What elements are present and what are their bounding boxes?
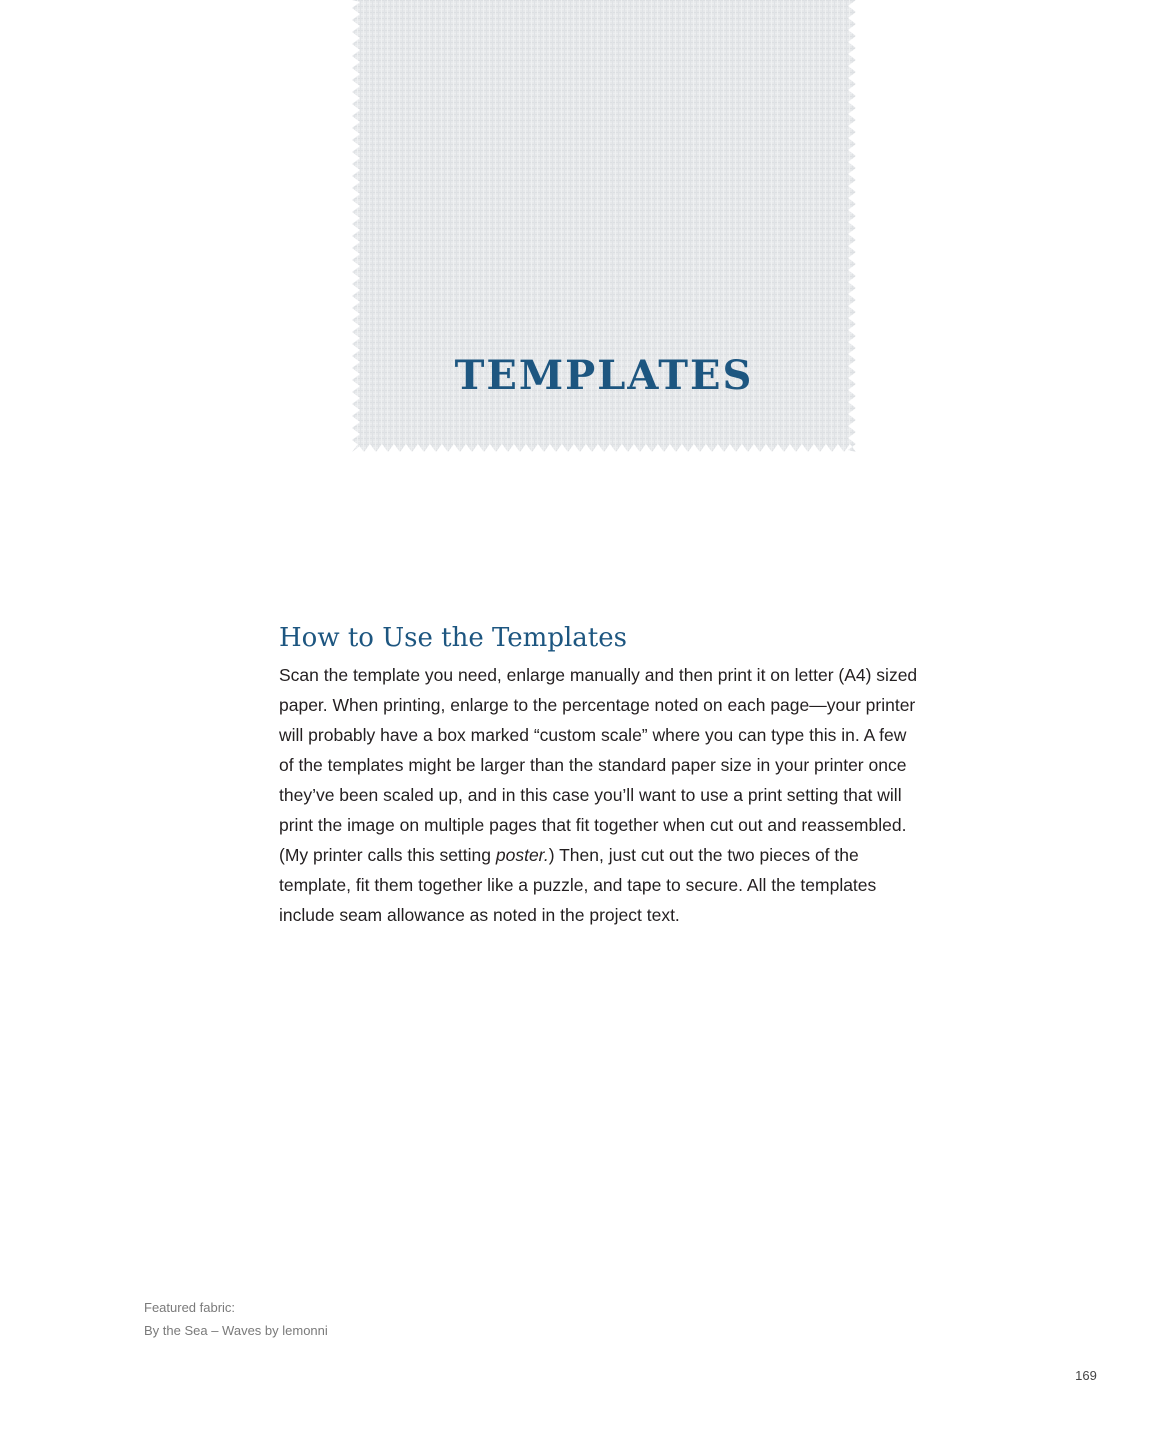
credit-label: Featured fabric: — [144, 1300, 236, 1315]
body-text-part-2: ) Then, just cut out the two pieces of the template, fit them together like a puzzle, and tape to secure. All the templates include seam allowance as noted in the project text. — [279, 845, 877, 925]
credit-fabric-name: By the Sea – Waves by lemonni — [144, 1323, 328, 1338]
instructions-section — [279, 618, 929, 930]
page-number: 169 — [1075, 1368, 1097, 1383]
body-paragraph — [279, 660, 919, 930]
section-heading: How to Use the Templates — [279, 623, 627, 653]
fabric-credit — [144, 1296, 328, 1342]
body-text-part-1: Scan the template you need, enlarge manually and then print it on letter (A4) sized paper. When printing, enlarge to the percentage noted on each page—your printer will probably have a box marked “custom scale” where you can type this in. A few of the templates might be larger than the standard paper size in your printer once they’ve been scaled up, and in this case you’ll want to use a print setting that will print the image on multiple pages that fit together when cut out and reassembled. (My printer calls this setting — [279, 665, 918, 865]
body-text-italic: poster. — [495, 845, 549, 865]
chapter-title: TEMPLATES — [454, 352, 754, 399]
